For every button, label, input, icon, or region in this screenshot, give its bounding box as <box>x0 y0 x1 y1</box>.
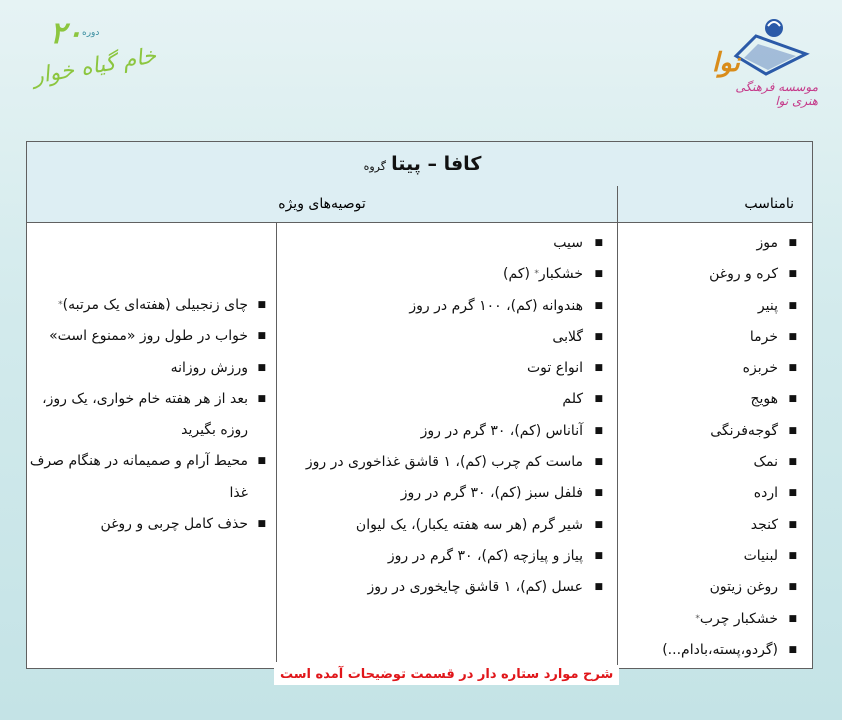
list-item-text: هندوانه (کم)، ۱۰۰ گرم در روز <box>409 297 583 314</box>
table-title: کافا – پیتا <box>391 153 482 175</box>
list-item-text: هویج <box>750 391 778 408</box>
list-item-text: پنیر <box>757 297 778 314</box>
nava-logo <box>706 14 818 110</box>
campaign-title: خام گیاه خوار <box>30 43 159 90</box>
list-item <box>618 510 812 541</box>
table-body <box>27 222 812 668</box>
bullet-icon: ■ <box>594 238 603 248</box>
diet-table <box>26 141 813 669</box>
bullet-icon: ■ <box>788 550 797 561</box>
list-item <box>618 541 812 572</box>
bullet-icon: ■ <box>594 394 603 405</box>
unsuitable-header: نامناسب <box>617 186 812 222</box>
campaign-logo <box>12 14 172 104</box>
list-item <box>277 478 617 509</box>
list-item <box>618 635 812 666</box>
list-item-text: خرما <box>749 328 778 345</box>
bullet-icon: ■ <box>788 425 797 436</box>
table-title-row <box>27 142 812 187</box>
list-item <box>618 572 812 603</box>
recommended-foods-list <box>277 222 617 604</box>
unsuitable-column <box>617 222 812 668</box>
list-item-text: روغن زیتون <box>709 579 778 596</box>
list-item <box>27 290 276 321</box>
nava-brand-name: نوا <box>712 48 740 78</box>
list-item-text: گلابی <box>552 328 583 345</box>
bullet-icon: ■ <box>594 519 603 530</box>
list-item <box>27 384 276 447</box>
bullet-icon: ■ <box>788 269 797 280</box>
list-item-text: چای زنجبیلی (هفته‌ای یک مرتبه) <box>62 297 248 313</box>
bullet-icon: ■ <box>257 331 266 342</box>
list-item <box>277 228 617 259</box>
list-item <box>277 416 617 447</box>
bullet-icon: ■ <box>788 582 797 593</box>
list-item <box>27 509 276 540</box>
bullet-icon: ■ <box>788 394 797 405</box>
page-header <box>0 0 842 120</box>
campaign-number: ۲۰ <box>50 16 83 51</box>
list-item-text: ماست کم چرب (کم)، ۱ قاشق غذاخوری در روز <box>305 454 583 471</box>
lifestyle-column <box>27 222 277 662</box>
bullet-icon: ■ <box>788 363 797 374</box>
recommendations-header: توصیه‌های ویژه <box>278 196 366 212</box>
bullet-icon: ■ <box>788 457 797 468</box>
list-item <box>618 447 812 478</box>
list-item-text: نمک <box>753 454 778 471</box>
asterisk-note: * <box>534 269 539 280</box>
asterisk-note: * <box>695 613 700 624</box>
bullet-icon: ■ <box>594 582 603 593</box>
bullet-icon: ■ <box>788 519 797 530</box>
bullet-icon: ■ <box>594 269 603 280</box>
list-item <box>27 446 276 509</box>
bullet-icon: ■ <box>257 519 266 530</box>
list-item-text: انواع توت <box>526 360 583 377</box>
list-item-text: خشکبار <box>538 266 583 283</box>
list-item-text: بعد از هر هفته خام خواری، یک روز، روزه بگیرید <box>42 390 248 439</box>
list-item <box>618 259 812 290</box>
list-item <box>277 572 617 603</box>
bullet-icon: ■ <box>788 644 797 655</box>
list-item-text: حذف کامل چربی و روغن <box>100 516 248 533</box>
list-item-text: عسل (کم)، ۱ قاشق چایخوری در روز <box>367 579 583 596</box>
bullet-icon: ■ <box>594 457 603 468</box>
bullet-icon: ■ <box>594 331 603 342</box>
list-item <box>277 322 617 353</box>
list-item <box>277 353 617 384</box>
table-title-prefix: گروه <box>363 160 386 173</box>
list-item-text: فلفل سبز (کم)، ۳۰ گرم در روز <box>400 485 583 502</box>
bullet-icon: ■ <box>788 331 797 342</box>
list-item-text: موز <box>756 235 778 251</box>
list-item <box>277 291 617 322</box>
list-item-text: ارده <box>753 485 778 502</box>
bullet-icon: ■ <box>788 300 797 311</box>
bullet-icon: ■ <box>257 393 266 404</box>
list-item <box>277 447 617 478</box>
footnote: شرح موارد ستاره دار در قسمت توضیحات آمده است <box>274 665 619 685</box>
list-item <box>618 353 812 384</box>
list-item <box>618 478 812 509</box>
asterisk-note: * <box>58 300 63 310</box>
list-item-text: (گردو،پسته،بادام...) <box>662 641 778 658</box>
list-item <box>277 510 617 541</box>
recommended-foods-column <box>277 222 617 668</box>
list-item-text: خشکبار چرب <box>699 610 778 627</box>
lifestyle-list <box>27 222 276 540</box>
bullet-icon: ■ <box>788 613 797 624</box>
list-item-text: آناناس (کم)، ۳۰ گرم در روز <box>420 422 583 439</box>
list-item <box>618 228 812 259</box>
bullet-icon: ■ <box>257 362 266 373</box>
list-item <box>618 416 812 447</box>
list-item <box>618 384 812 415</box>
list-item-text: ورزش روزانه <box>170 359 248 376</box>
bullet-icon: ■ <box>594 425 603 436</box>
bullet-icon: ■ <box>594 550 603 561</box>
list-item-text: کلم <box>562 391 583 408</box>
bullet-icon: ■ <box>257 300 266 310</box>
list-item <box>618 322 812 353</box>
unsuitable-list <box>618 222 812 666</box>
bullet-icon: ■ <box>788 238 797 248</box>
list-item-text: خواب در طول روز «ممنوع است» <box>49 328 248 345</box>
list-item <box>618 291 812 322</box>
nava-brand-subtitle: موسسه فرهنگی هنری نوا <box>735 80 818 108</box>
list-item <box>277 259 617 290</box>
list-item-text: سیب <box>553 235 583 251</box>
bullet-icon: ■ <box>257 456 266 467</box>
bullet-icon: ■ <box>594 300 603 311</box>
list-item <box>27 353 276 384</box>
list-item-text: کره و روغن <box>709 266 778 283</box>
bullet-icon: ■ <box>788 488 797 499</box>
list-item-text: گوجه‌فرنگی <box>710 422 778 439</box>
table-header-row <box>27 186 812 223</box>
list-item-text: کنجد <box>750 516 778 533</box>
list-item <box>277 384 617 415</box>
campaign-tag: دوره <box>82 28 100 38</box>
bullet-icon: ■ <box>594 488 603 499</box>
list-item-text: محیط آرام و صمیمانه در هنگام صرف غذا <box>29 453 248 501</box>
list-item-text: شیر گرم (هر سه هفته یکبار)، یک لیوان <box>355 516 583 533</box>
list-item-text: پیاز و پیازچه (کم)، ۳۰ گرم در روز <box>387 547 583 564</box>
list-item <box>277 541 617 572</box>
list-item-text: لبنیات <box>743 547 778 564</box>
list-item <box>27 321 276 352</box>
bullet-icon: ■ <box>594 363 603 374</box>
list-item-text: خربزه <box>742 360 778 377</box>
list-item-suffix: (کم) <box>503 266 535 283</box>
list-item <box>618 604 812 635</box>
